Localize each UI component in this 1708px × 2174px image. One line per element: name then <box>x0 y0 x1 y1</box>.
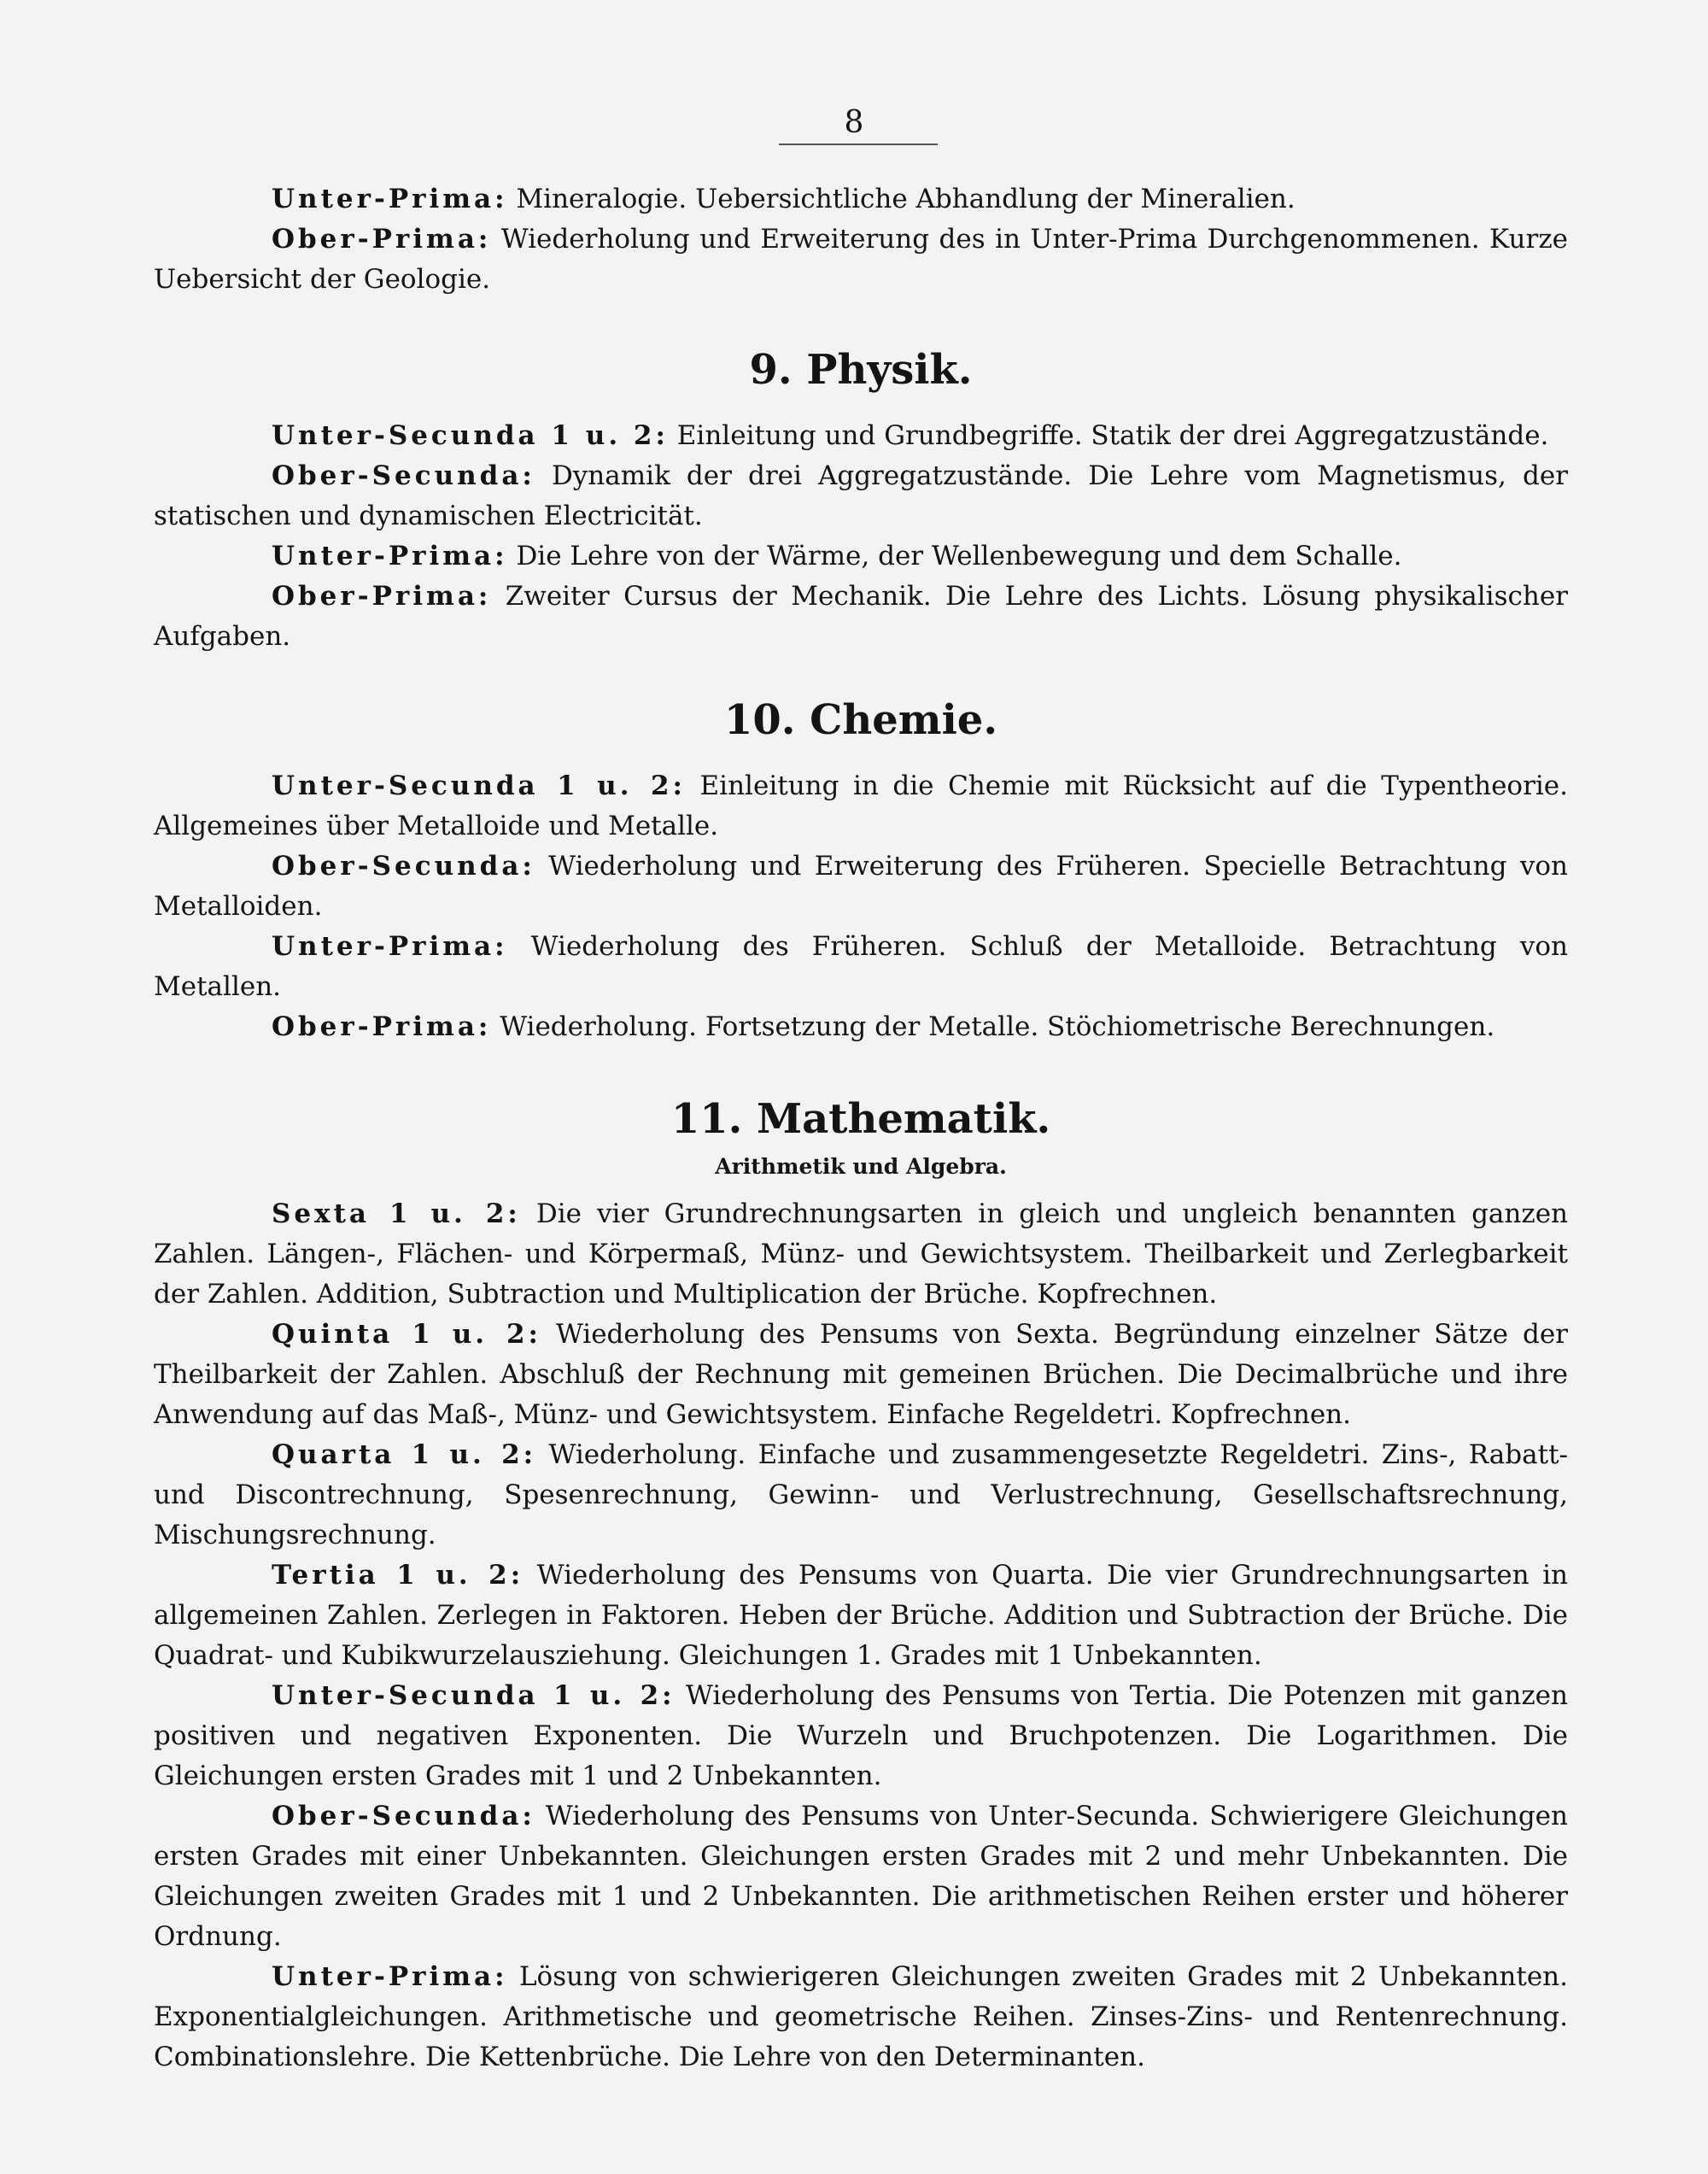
section-heading-physik: 9. Physik. <box>749 346 973 394</box>
paragraph-mathe-sexta <box>154 1194 1568 1315</box>
class-label: Ober-Secunda: <box>272 460 535 491</box>
paragraph-text: Wiederholung und Erweiterung des in Unter-Prima Durchgenommenen. Kurze Uebersicht der Geologie. <box>154 224 1568 295</box>
paragraph-mathe-unter-prima <box>154 1957 1568 2077</box>
paragraph-text: Zweiter Cursus der Mechanik. Die Lehre des Lichts. Lösung physikalischer Aufgaben. <box>154 581 1568 652</box>
paragraph-text: Wiederholung. Einfache und zusammengesetzte Regeldetri. Zins-, Rabatt- und Discontrechnung, Spesenrechnung, Gewinn- und Verlustrechnung, Gesellschaftsrechnung, Mischungsrechnung. <box>154 1439 1569 1550</box>
paragraph-physik-ober-prima <box>154 577 1568 657</box>
class-label: Unter-Prima: <box>272 931 508 962</box>
paragraph-text: Die vier Grundrechnungsarten in gleich und ungleich benannten ganzen Zahlen. Längen-, Flächen- und Körpermaß, Münz- und Gewichtsystem. Theilbarkeit und Zerlegbarkeit der Zahlen. Addition, Subtraction und Multiplication der Brüche. Kopfrechnen. <box>154 1198 1569 1310</box>
class-label: Ober-Secunda: <box>272 851 535 882</box>
paragraph-ober-prima-geologie <box>154 220 1568 300</box>
paragraph-mathe-unter-secunda <box>154 1676 1568 1796</box>
document-body <box>154 179 1568 2077</box>
paragraph-physik-unter-secunda <box>154 416 1568 456</box>
paragraph-text: Wiederholung. Fortsetzung der Metalle. Stöchiometrische Berechnungen. <box>500 1011 1495 1042</box>
paragraph-mathe-ober-secunda <box>154 1796 1568 1957</box>
subheading-arithmetik-algebra: Arithmetik und Algebra. <box>715 1154 1007 1179</box>
paragraph-text: Einleitung in die Chemie mit Rücksicht auf die Typentheorie. Allgemeines über Metalloide und Metalle. <box>154 771 1569 841</box>
section-chemie <box>154 694 1568 1047</box>
class-label: Ober-Prima: <box>272 224 492 255</box>
section-mathematik <box>154 1093 1568 2077</box>
class-label: Unter-Prima: <box>272 541 508 571</box>
paragraph-text: Lösung von schwierigeren Gleichungen zweiten Grades mit 2 Unbekannten. Exponentialgleichungen. Arithmetische und geometrische Reihen. Zinses-Zins- und Rentenrechnung. Combinationslehre. Die Kettenbrüche. Die Lehre von den Determinanten. <box>154 1961 1569 2072</box>
paragraph-chemie-unter-secunda <box>154 766 1568 847</box>
paragraph-text: Mineralogie. Uebersichtliche Abhandlung der Mineralien. <box>516 184 1296 214</box>
section-physik <box>154 344 1568 657</box>
paragraph-mathe-tertia <box>154 1556 1568 1676</box>
class-label: Unter-Secunda 1 u. 2: <box>272 771 686 801</box>
class-label: Unter-Prima: <box>272 184 508 214</box>
paragraph-chemie-ober-secunda <box>154 847 1568 927</box>
paragraph-text: Die Lehre von der Wärme, der Wellenbewegung und dem Schalle. <box>516 541 1402 571</box>
class-label: Unter-Secunda 1 u. 2: <box>272 1680 676 1711</box>
paragraph-chemie-unter-prima <box>154 927 1568 1007</box>
class-label: Tertia 1 u. 2: <box>272 1560 524 1591</box>
class-label: Quinta 1 u. 2: <box>272 1319 541 1350</box>
page-number-rule <box>779 144 938 145</box>
section-heading-mathematik: 11. Mathematik. <box>670 1095 1051 1143</box>
class-label: Unter-Prima: <box>272 1961 508 1992</box>
class-label: Sexta 1 u. 2: <box>272 1198 521 1229</box>
class-label: Ober-Secunda: <box>272 1801 535 1831</box>
paragraph-unter-prima-mineralogie <box>154 179 1568 220</box>
section-heading-chemie: 10. Chemie. <box>723 696 998 744</box>
paragraph-text: Dynamik der drei Aggregatzustände. Die Lehre vom Magnetismus, der statischen und dynamischen Electricität. <box>154 460 1568 531</box>
paragraph-mathe-quarta <box>154 1435 1568 1556</box>
class-label: Unter-Secunda 1 u. 2: <box>272 420 669 451</box>
class-label: Ober-Prima: <box>272 581 492 612</box>
paragraph-text: Einleitung und Grundbegriffe. Statik der drei Aggregatzustände. <box>676 420 1549 451</box>
paragraph-text: Wiederholung und Erweiterung des Früheren. Specielle Betrachtung von Metalloiden. <box>154 851 1569 922</box>
page-number: 8 <box>844 105 864 140</box>
paragraph-text: Wiederholung des Früheren. Schluß der Metalloide. Betrachtung von Metallen. <box>154 931 1568 1002</box>
paragraph-physik-ober-secunda <box>154 456 1568 536</box>
paragraph-mathe-quinta <box>154 1315 1568 1435</box>
paragraph-text: Wiederholung des Pensums von Quarta. Die vier Grundrechnungsarten in allgemeinen Zahlen. Zerlegen in Faktoren. Heben der Brüche. Addition und Subtraction der Brüche. Die Quadrat- und Kubikwurzelausziehung. Gleichungen 1. Grades mit 1 Unbekannten. <box>154 1560 1569 1671</box>
paragraph-physik-unter-prima <box>154 536 1568 577</box>
class-label: Ober-Prima: <box>272 1011 492 1042</box>
paragraph-text: Wiederholung des Pensums von Unter-Secunda. Schwierigere Gleichungen ersten Grades mit einer Unbekannten. Gleichungen ersten Grades mit 2 und mehr Unbekannten. Die Gleichungen zweiten Grades mit 1 und 2 Unbekannten. Die arithmetischen Reihen erster und höherer Ordnung. <box>154 1801 1568 1952</box>
section-naturkunde-continued <box>154 179 1568 300</box>
paragraph-text: Wiederholung des Pensums von Sexta. Begründung einzelner Sätze der Theilbarkeit der Zahlen. Abschluß der Rechnung mit gemeinen Brüchen. Die Decimalbrüche und ihre Anwendung auf das Maß-, Münz- und Gewichtsystem. Einfache Regeldetri. Kopfrechnen. <box>154 1319 1568 1430</box>
paragraph-text: Wiederholung des Pensums von Tertia. Die Potenzen mit ganzen positiven und negativen Exponenten. Die Wurzeln und Bruchpotenzen. Die Logarithmen. Die Gleichungen ersten Grades mit 1 und 2 Unbekannten. <box>154 1680 1568 1791</box>
class-label: Quarta 1 u. 2: <box>272 1439 537 1470</box>
paragraph-chemie-ober-prima <box>154 1007 1568 1047</box>
